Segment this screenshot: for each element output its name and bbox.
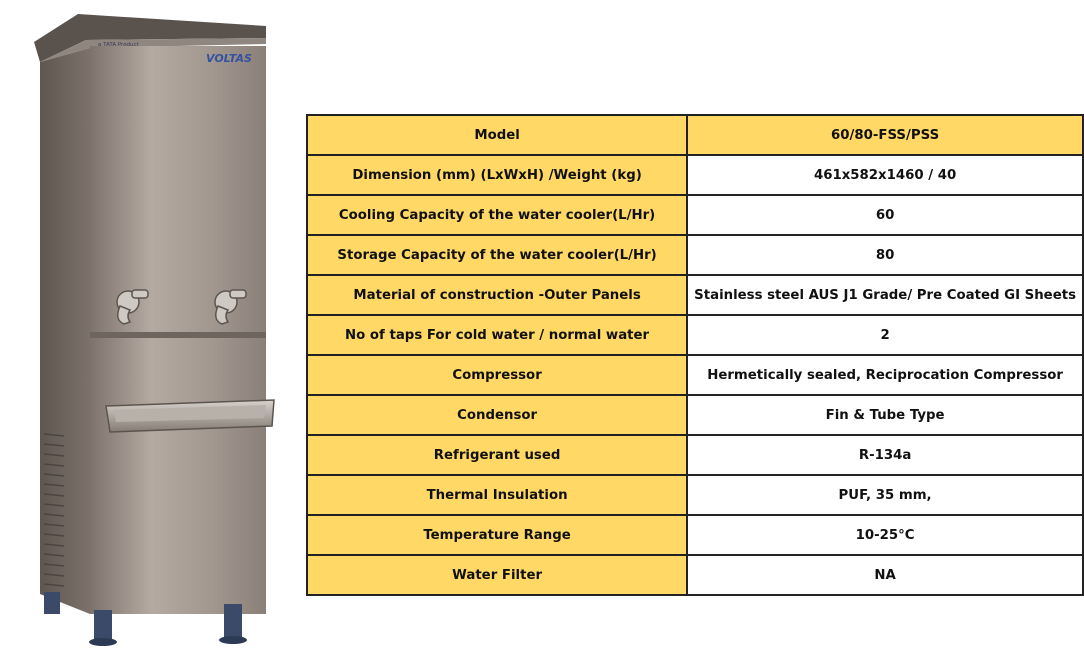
spec-value: 60/80-FSS/PSS <box>687 115 1083 155</box>
brand-logo: VOLTAS <box>206 52 252 65</box>
spec-label: Temperature Range <box>307 515 687 555</box>
spec-label: Refrigerant used <box>307 435 687 475</box>
spec-value: 10-25°C <box>687 515 1083 555</box>
spec-value: PUF, 35 mm, <box>687 475 1083 515</box>
spec-label: Storage Capacity of the water cooler(L/Hr) <box>307 235 687 275</box>
spec-row-taps <box>307 315 1083 355</box>
spec-row-model <box>307 115 1083 155</box>
spec-row-temperature <box>307 515 1083 555</box>
spec-label: Compressor <box>307 355 687 395</box>
spec-label: Dimension (mm) (LxWxH) /Weight (kg) <box>307 155 687 195</box>
spec-label: Model <box>307 115 687 155</box>
water-cooler-image <box>34 14 278 654</box>
spec-row-condensor <box>307 395 1083 435</box>
spec-value: 60 <box>687 195 1083 235</box>
spec-row-water-filter <box>307 555 1083 595</box>
spec-value: NA <box>687 555 1083 595</box>
spec-row-cooling-capacity <box>307 195 1083 235</box>
spec-value: 461x582x1460 / 40 <box>687 155 1083 195</box>
spec-row-insulation <box>307 475 1083 515</box>
spec-label: Material of construction -Outer Panels <box>307 275 687 315</box>
spec-row-compressor <box>307 355 1083 395</box>
spec-value: 80 <box>687 235 1083 275</box>
spec-label: Cooling Capacity of the water cooler(L/Hr) <box>307 195 687 235</box>
spec-value: Fin & Tube Type <box>687 395 1083 435</box>
spec-row-dimension <box>307 155 1083 195</box>
spec-value: R-134a <box>687 435 1083 475</box>
spec-value: Stainless steel AUS J1 Grade/ Pre Coated GI Sheets <box>687 275 1083 315</box>
spec-label: Water Filter <box>307 555 687 595</box>
spec-row-storage-capacity <box>307 235 1083 275</box>
spec-row-material <box>307 275 1083 315</box>
spec-label: No of taps For cold water / normal water <box>307 315 687 355</box>
spec-value: 2 <box>687 315 1083 355</box>
small-brand-text: a TATA Product <box>98 42 139 48</box>
spec-label: Thermal Insulation <box>307 475 687 515</box>
spec-value: Hermetically sealed, Reciprocation Compressor <box>687 355 1083 395</box>
spec-label: Condensor <box>307 395 687 435</box>
spec-row-refrigerant <box>307 435 1083 475</box>
spec-table <box>306 114 1084 596</box>
